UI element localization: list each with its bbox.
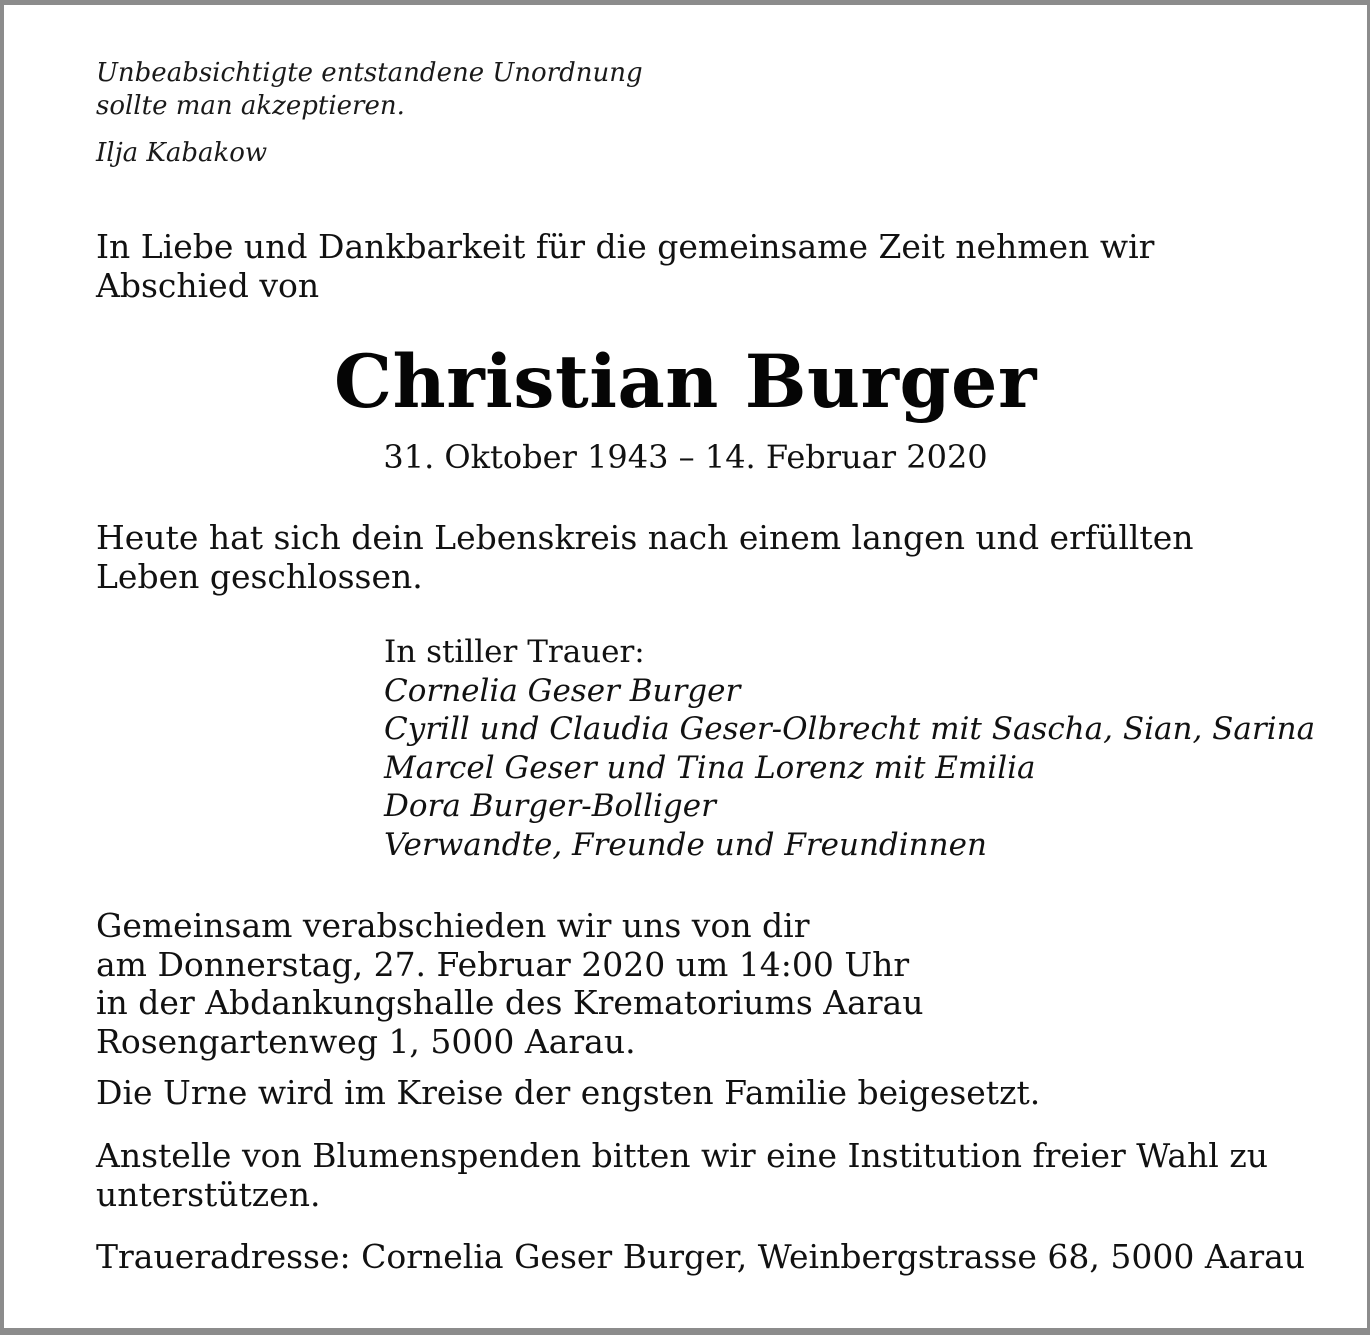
donations-note — [96, 1136, 1268, 1214]
ceremony-line: am Donnerstag, 27. Februar 2020 um 14:00 Uhr — [96, 944, 910, 984]
ceremony-details — [96, 907, 923, 1061]
urn-note: Die Urne wird im Kreise der engsten Familie beigesetzt. — [96, 1073, 1041, 1112]
closing-line: Heute hat sich dein Lebenskreis nach einem langen und erfüllten — [96, 518, 1194, 557]
mourner-name: Cyrill und Claudia Geser-Olbrecht mit Sascha, Sian, Sarina — [384, 711, 1316, 747]
mourners-list — [384, 633, 1315, 864]
epigraph-line: Unbeabsichtigte entstandene Unordnung — [96, 58, 643, 88]
epigraph-line: sollte man akzeptieren. — [96, 91, 405, 121]
deceased-name: Christian Burger — [334, 339, 1037, 425]
closing-text — [96, 518, 1193, 596]
donations-line: Anstelle von Blumenspenden bitten wir eine Institution freier Wahl zu — [96, 1136, 1268, 1175]
donations-line: unterstützen. — [96, 1175, 321, 1214]
epigraph-author: Ilja Kabakow — [96, 138, 268, 168]
ceremony-line: Rosengartenweg 1, 5000 Aarau. — [96, 1021, 636, 1061]
ceremony-line: in der Abdankungshalle des Krematoriums Aarau — [96, 983, 924, 1022]
mourner-name: Marcel Geser und Tina Lorenz mit Emilia — [384, 749, 1036, 786]
intro-line: In Liebe und Dankbarkeit für die gemeinsame Zeit nehmen wir — [96, 227, 1155, 266]
mourners-heading: In stiller Trauer: — [384, 634, 645, 670]
ceremony-line: Gemeinsam verabschieden wir uns von dir — [96, 906, 810, 945]
closing-line: Leben geschlossen. — [96, 557, 423, 596]
mourner-name: Cornelia Geser Burger — [384, 672, 741, 709]
epigraph — [96, 57, 643, 170]
intro-line: Abschied von — [96, 266, 320, 305]
mourner-name: Verwandte, Freunde und Freundinnen — [384, 826, 987, 863]
mourner-name: Dora Burger-Bolliger — [384, 788, 716, 824]
mourning-address: Traueradresse: Cornelia Geser Burger, Weinbergstrasse 68, 5000 Aarau — [96, 1237, 1306, 1276]
intro-text — [96, 227, 1154, 305]
life-dates: 31. Oktober 1943 – 14. Februar 2020 — [383, 438, 988, 476]
